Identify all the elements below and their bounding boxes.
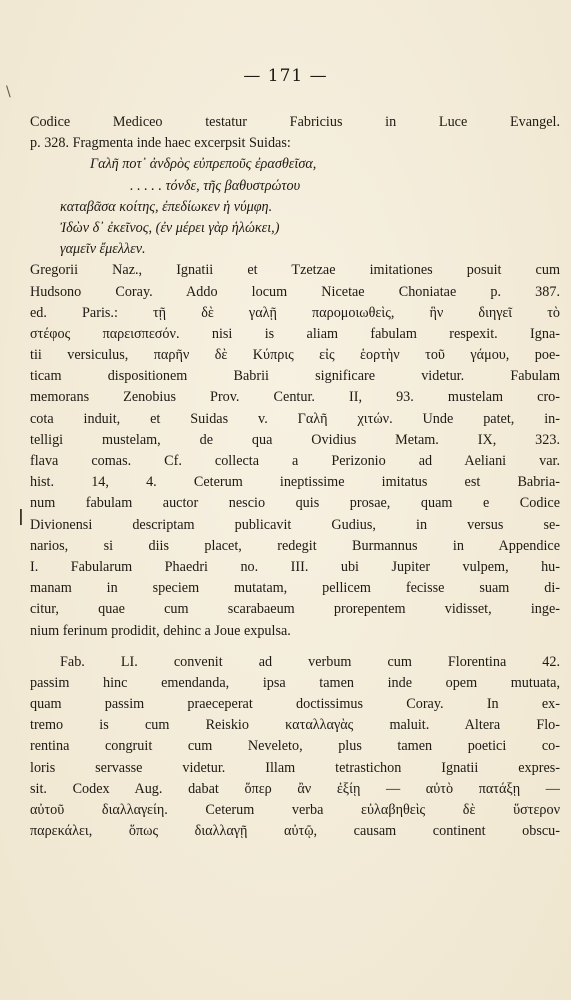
text-line: tremo is cum Reiskio καταλλαγὰς maluit. Altera Flo- <box>30 717 560 734</box>
text-line: citur, quae cum scarabaeum prorepentem vidisset, inge- <box>30 601 560 618</box>
text-line: flava comas. Cf. collecta a Perizonio ad Aeliani var. <box>30 453 560 469</box>
text-line: rentina congruit cum Neveleto, plus tamen poetici co- <box>30 738 560 755</box>
text-line: στέφος παρεισπεσόν. nisi is aliam fabulam respexit. Igna- <box>30 325 560 342</box>
text-line: ticam dispositionem Babrii significare videtur. Fabulam <box>30 368 560 385</box>
text-line: αὐτοῦ διαλλαγείη. Ceterum verba εὐλαβηθεὶς δὲ ὕστερον <box>30 802 560 818</box>
text-line: manam in speciem mutatam, pellicem fecisse suam di- <box>30 580 560 597</box>
body-text <box>30 112 560 842</box>
text-line: memorans Zenobius Prov. Centur. II, 93. mustelam cro- <box>30 389 560 406</box>
paragraph-p1 <box>30 112 560 260</box>
text-line: . . . . . τόνδε, τῆς βαθυστρώτου <box>130 177 301 194</box>
text-line: nium ferinum prodidit, dehinc a Joue expulsa. <box>30 622 291 639</box>
page-number: — 171 — <box>243 66 328 86</box>
text-line: I. Fabularum Phaedri no. III. ubi Jupiter vulpem, hu- <box>30 558 560 575</box>
text-line: Fab. LI. convenit ad verbum cum Florentina 42. <box>60 653 560 670</box>
text-line: καταβᾶσα κοίτης, ἐπεδίωκεν ἡ νύμφη. <box>60 198 273 215</box>
text-line: Γαλῆ ποτ᾿ ἀνδρὸς εὐπρεποῦς ἐρασθεῖσα, <box>90 156 317 173</box>
text-line: p. 328. Fragmenta inde haec excerpsit Suidas: <box>30 135 291 152</box>
text-line: loris servasse videtur. Illam tetrastichon Ignatii expres- <box>30 759 560 776</box>
paragraph-p3 <box>30 652 560 843</box>
text-line: num fabulam auctor nescio quis prosae, quam e Codice <box>30 495 560 512</box>
text-line: παρεκάλει, ὅπως διαλλαγῇ αὐτῷ, causam continent obscu- <box>30 823 560 840</box>
text-line: quam passim praeceperat doctissimus Coray. In ex- <box>30 696 560 713</box>
text-line: ed. Paris.: τῇ δὲ γαλῇ παρομοιωθεὶς, ἣν διηγεῖ τὸ <box>30 304 560 321</box>
text-line: Gregorii Naz., Ignatii et Tzetzae imitationes posuit cum <box>30 262 560 279</box>
text-line: Ἰδὼν δ᾿ ἐκεῖνος, (ἐν μέρει γὰρ ἡλώκει,) <box>60 219 280 236</box>
text-line: telligi mustelam, de qua Ovidius Metam. IX, 323. <box>30 431 560 448</box>
margin-mark-left-bar: | <box>18 506 24 525</box>
text-line: cota induit, et Suidas v. Γαλῆ χιτών. Unde patet, in- <box>30 410 560 427</box>
text-line: narios, si diis placet, redegit Burmannus in Appendice <box>30 537 560 554</box>
text-line: Codice Mediceo testatur Fabricius in Luce Evangel. <box>30 114 560 130</box>
text-line: sit. Codex Aug. dabat ὅπερ ἂν ἐξίῃ — αὐτὸ πατάξῃ — <box>30 780 560 797</box>
text-line: Divionensi descriptam publicavit Gudius, in versus se- <box>30 516 560 533</box>
text-line: Hudsono Coray. Addo locum Nicetae Choniatae p. 387. <box>30 283 560 300</box>
margin-mark-top-left: \ <box>6 84 11 100</box>
paragraph-gap <box>30 642 560 652</box>
text-line: γαμεῖν ἔμελλεν. <box>60 241 146 258</box>
text-line: passim hinc emendanda, ipsa tamen inde opem mutuata, <box>30 674 560 691</box>
text-line: hist. 14, 4. Ceterum ineptissime imitatus est Babria- <box>30 474 560 491</box>
paragraph-p2 <box>30 260 560 641</box>
text-line: tii versiculus, παρῆν δὲ Κύπρις εἰς ἑορτὴν τοῦ γάμου, poe- <box>30 347 560 364</box>
